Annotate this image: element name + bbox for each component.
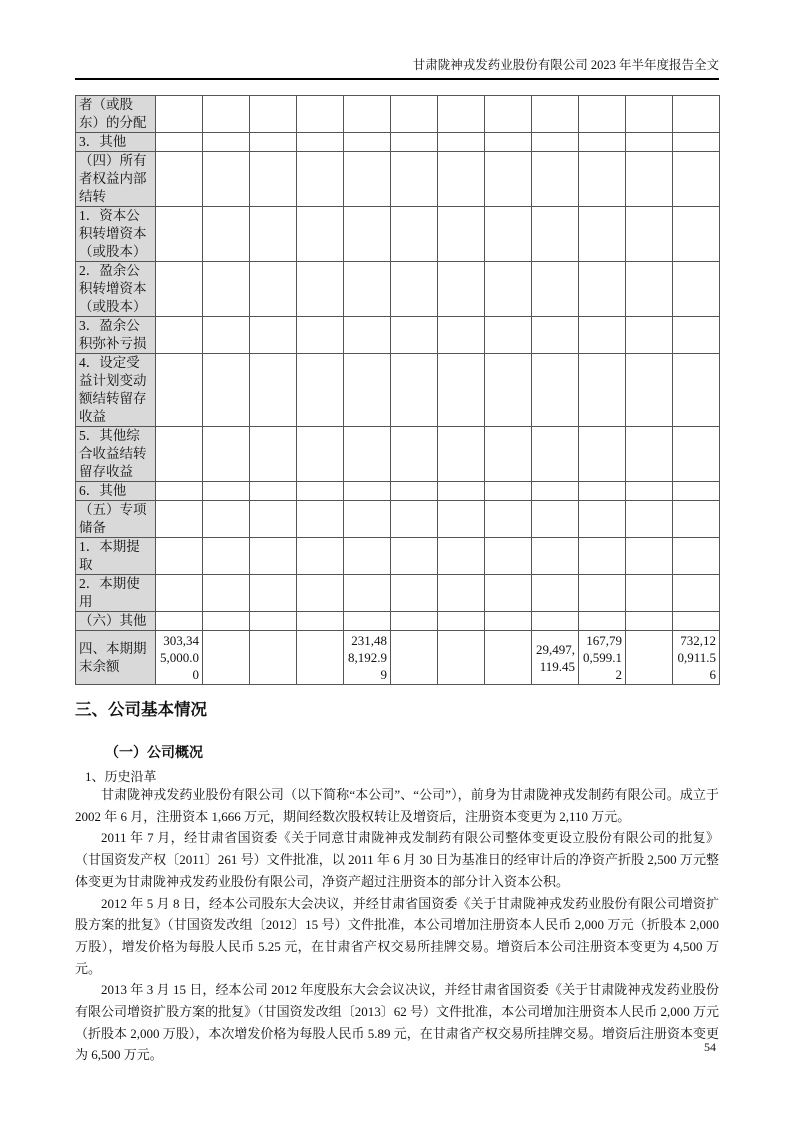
data-cell xyxy=(156,612,203,631)
data-cell xyxy=(344,612,391,631)
paragraph: 甘肃陇神戎发药业股份有限公司（以下简称“本公司”、“公司”），前身为甘肃陇神戎发制药有限公司。成立于 2002 年 6 月，注册资本 1,666 万元，期间经数次股权转让及增资后，注册资本变更为 2,110 万元。 xyxy=(75,787,719,824)
data-cell xyxy=(626,354,673,427)
data-cell xyxy=(344,354,391,427)
data-cell xyxy=(532,262,579,317)
table-row xyxy=(76,207,720,262)
data-cell xyxy=(156,133,203,152)
data-cell xyxy=(532,152,579,207)
data-cell xyxy=(344,501,391,538)
row-label-cell: 6．其他 xyxy=(76,482,156,501)
page-number: 54 xyxy=(704,1040,716,1054)
data-cell xyxy=(344,133,391,152)
data-cell xyxy=(579,538,626,575)
data-cell xyxy=(344,538,391,575)
row-label-cell: （五）专项储备 xyxy=(76,501,156,538)
data-cell xyxy=(250,538,297,575)
data-cell xyxy=(438,575,485,612)
data-cell xyxy=(485,631,532,685)
data-cell xyxy=(156,262,203,317)
data-cell xyxy=(485,207,532,262)
row-label-cell: 者（或股东）的分配 xyxy=(76,96,156,133)
data-cell xyxy=(203,317,250,354)
data-cell xyxy=(391,538,438,575)
data-cell xyxy=(250,262,297,317)
table-row xyxy=(76,96,720,133)
row-label-cell: 5．其他综合收益结转留存收益 xyxy=(76,427,156,482)
data-cell xyxy=(626,482,673,501)
data-cell xyxy=(485,612,532,631)
data-cell xyxy=(203,207,250,262)
data-cell xyxy=(156,207,203,262)
data-cell xyxy=(532,96,579,133)
data-cell xyxy=(391,354,438,427)
data-cell xyxy=(485,575,532,612)
data-cell xyxy=(579,575,626,612)
data-cell xyxy=(250,612,297,631)
data-cell xyxy=(297,612,344,631)
paragraph: 2012 年 5 月 8 日，经本公司股东大会决议，并经甘肃省国资委《关于甘肃陇神戎发药业股份有限公司增资扩股方案的批复》（甘国资发改组〔2012〕15 号）文件批准，本公司增加注册资本人民币 2,000 万元（折股本 2,000 万股），增发价格为每股人民币 5.25 元，在甘肃省产权交易所挂牌交易。增资后本公司注册资本变更为 4,500 万元。 xyxy=(75,895,719,976)
data-cell xyxy=(156,152,203,207)
data-cell xyxy=(438,427,485,482)
data-cell xyxy=(626,575,673,612)
data-cell xyxy=(297,152,344,207)
row-label-cell: （四）所有者权益内部结转 xyxy=(76,152,156,207)
data-cell xyxy=(156,427,203,482)
data-cell xyxy=(626,317,673,354)
data-cell xyxy=(391,427,438,482)
data-cell xyxy=(626,207,673,262)
data-cell xyxy=(532,482,579,501)
data-cell xyxy=(250,96,297,133)
data-cell xyxy=(391,612,438,631)
data-cell xyxy=(579,317,626,354)
data-cell xyxy=(626,262,673,317)
data-cell xyxy=(438,501,485,538)
data-cell xyxy=(156,354,203,427)
subsection-heading: （一）公司概况 xyxy=(105,744,203,760)
data-cell xyxy=(673,207,720,262)
data-cell xyxy=(532,317,579,354)
data-cell xyxy=(203,482,250,501)
data-cell xyxy=(485,354,532,427)
data-cell: 167,790,599.12 xyxy=(579,631,626,685)
data-cell xyxy=(485,133,532,152)
data-cell xyxy=(626,427,673,482)
table-row xyxy=(76,612,720,631)
data-cell xyxy=(626,133,673,152)
data-cell xyxy=(297,207,344,262)
data-cell xyxy=(250,631,297,685)
data-cell xyxy=(579,501,626,538)
data-cell xyxy=(250,575,297,612)
data-cell xyxy=(391,501,438,538)
data-cell xyxy=(344,482,391,501)
data-cell xyxy=(485,427,532,482)
data-cell xyxy=(579,354,626,427)
data-cell xyxy=(532,133,579,152)
data-cell xyxy=(203,354,250,427)
data-cell xyxy=(156,575,203,612)
row-label-cell: （六）其他 xyxy=(76,612,156,631)
data-cell xyxy=(297,427,344,482)
data-cell xyxy=(579,427,626,482)
data-cell xyxy=(156,538,203,575)
data-cell xyxy=(344,317,391,354)
equity-table-body xyxy=(76,96,720,685)
data-cell xyxy=(203,152,250,207)
data-cell xyxy=(250,317,297,354)
data-cell xyxy=(297,538,344,575)
data-cell xyxy=(626,631,673,685)
table-row xyxy=(76,152,720,207)
data-cell xyxy=(344,152,391,207)
data-cell xyxy=(673,262,720,317)
data-cell xyxy=(297,501,344,538)
data-cell xyxy=(297,317,344,354)
item-heading: 1、历史沿革 xyxy=(85,769,157,784)
data-cell xyxy=(438,133,485,152)
data-cell xyxy=(297,262,344,317)
table-row xyxy=(76,501,720,538)
data-cell xyxy=(673,317,720,354)
data-cell xyxy=(203,501,250,538)
data-cell xyxy=(673,133,720,152)
data-cell xyxy=(485,482,532,501)
data-cell xyxy=(344,575,391,612)
data-cell xyxy=(344,427,391,482)
data-cell xyxy=(485,96,532,133)
data-cell xyxy=(485,262,532,317)
data-cell xyxy=(579,133,626,152)
row-label-cell: 2．盈余公积转增资本（或股本） xyxy=(76,262,156,317)
data-cell xyxy=(203,631,250,685)
data-cell xyxy=(391,575,438,612)
data-cell xyxy=(673,575,720,612)
data-cell xyxy=(297,575,344,612)
table-row xyxy=(76,317,720,354)
data-cell: 303,345,000.00 xyxy=(156,631,203,685)
data-cell xyxy=(673,612,720,631)
data-cell xyxy=(203,262,250,317)
data-cell xyxy=(532,575,579,612)
data-cell xyxy=(579,482,626,501)
data-cell xyxy=(156,96,203,133)
data-cell xyxy=(250,482,297,501)
data-cell xyxy=(250,354,297,427)
table-row xyxy=(76,133,720,152)
data-cell xyxy=(438,482,485,501)
data-cell xyxy=(673,501,720,538)
data-cell xyxy=(673,96,720,133)
data-cell xyxy=(579,96,626,133)
data-cell xyxy=(297,354,344,427)
data-cell xyxy=(203,612,250,631)
data-cell xyxy=(250,501,297,538)
table-row xyxy=(76,262,720,317)
data-cell xyxy=(579,152,626,207)
data-cell xyxy=(391,262,438,317)
data-cell xyxy=(391,133,438,152)
body-paragraphs xyxy=(75,784,719,1066)
data-cell xyxy=(438,207,485,262)
data-cell xyxy=(391,482,438,501)
paragraph: 2011 年 7 月，经甘肃省国资委《关于同意甘肃陇神戎发制药有限公司整体变更设立股份有限公司的批复》（甘国资发产权〔2011〕261 号）文件批准，以 2011 年 6 月 30 日为基准日的经审计后的净资产折股 2,500 万元整体变更为甘肃陇神戎发药业股份有限公司，净资产超过注册资本的部分计入资本公积。 xyxy=(75,830,719,889)
data-cell xyxy=(344,96,391,133)
data-cell xyxy=(391,152,438,207)
section-heading: 三、公司基本情况 xyxy=(75,701,207,719)
data-cell xyxy=(532,207,579,262)
data-cell xyxy=(532,538,579,575)
data-cell xyxy=(485,538,532,575)
data-cell xyxy=(391,207,438,262)
data-cell xyxy=(391,631,438,685)
table-row xyxy=(76,631,720,685)
data-cell xyxy=(203,575,250,612)
data-cell xyxy=(485,152,532,207)
data-cell xyxy=(626,612,673,631)
data-cell xyxy=(203,427,250,482)
data-cell xyxy=(673,538,720,575)
data-cell xyxy=(156,501,203,538)
data-cell xyxy=(626,501,673,538)
row-label-cell: 3．盈余公积弥补亏损 xyxy=(76,317,156,354)
data-cell xyxy=(579,262,626,317)
row-label-cell: 1．资本公积转增资本（或股本） xyxy=(76,207,156,262)
data-cell xyxy=(626,538,673,575)
document-header xyxy=(75,57,719,80)
data-cell xyxy=(438,612,485,631)
table-row xyxy=(76,427,720,482)
row-label-cell: 1．本期提取 xyxy=(76,538,156,575)
data-cell xyxy=(203,133,250,152)
row-label-cell: 2．本期使用 xyxy=(76,575,156,612)
data-cell xyxy=(673,427,720,482)
data-cell: 231,488,192.99 xyxy=(344,631,391,685)
data-cell xyxy=(673,482,720,501)
data-cell xyxy=(344,207,391,262)
data-cell xyxy=(250,152,297,207)
data-cell xyxy=(673,354,720,427)
data-cell xyxy=(344,262,391,317)
data-cell xyxy=(438,152,485,207)
data-cell xyxy=(250,427,297,482)
table-row xyxy=(76,575,720,612)
data-cell xyxy=(438,96,485,133)
data-cell xyxy=(297,482,344,501)
equity-table xyxy=(75,95,720,685)
data-cell xyxy=(438,317,485,354)
data-cell xyxy=(250,133,297,152)
data-cell xyxy=(156,317,203,354)
row-label-cell: 4．设定受益计划变动额结转留存收益 xyxy=(76,354,156,427)
data-cell xyxy=(391,317,438,354)
data-cell xyxy=(438,262,485,317)
data-cell xyxy=(203,96,250,133)
data-cell xyxy=(579,207,626,262)
data-cell xyxy=(626,96,673,133)
data-cell xyxy=(532,354,579,427)
data-cell xyxy=(485,317,532,354)
table-row xyxy=(76,538,720,575)
data-cell: 29,497,119.45 xyxy=(532,631,579,685)
data-cell xyxy=(532,501,579,538)
data-cell xyxy=(297,631,344,685)
row-label-cell: 四、本期期末余额 xyxy=(76,631,156,685)
data-cell xyxy=(438,354,485,427)
table-row xyxy=(76,354,720,427)
data-cell xyxy=(485,501,532,538)
paragraph: 2013 年 3 月 15 日，经本公司 2012 年度股东大会会议决议，并经甘肃省国资委《关于甘肃陇神戎发药业股份有限公司增资扩股方案的批复》（甘国资发改组〔2013〕62 号）文件批准，本公司增加注册资本人民币 2,000 万元（折股本 2,000 万股），本次增发价格为每股人民币 5.89 元，在甘肃省产权交易所挂牌交易。增资后注册资本变更为 6,500 万元。 xyxy=(75,982,719,1063)
data-cell xyxy=(156,482,203,501)
data-cell xyxy=(626,152,673,207)
data-cell: 732,120,911.56 xyxy=(673,631,720,685)
data-cell xyxy=(203,538,250,575)
data-cell xyxy=(438,631,485,685)
data-cell xyxy=(532,612,579,631)
table-row xyxy=(76,482,720,501)
document-title: 甘肃陇神戎发药业股份有限公司 2023 年半年度报告全文 xyxy=(412,58,719,72)
data-cell xyxy=(579,612,626,631)
data-cell xyxy=(532,427,579,482)
data-cell xyxy=(673,152,720,207)
data-cell xyxy=(297,96,344,133)
data-cell xyxy=(438,538,485,575)
data-cell xyxy=(250,207,297,262)
row-label-cell: 3．其他 xyxy=(76,133,156,152)
data-cell xyxy=(391,96,438,133)
data-cell xyxy=(297,133,344,152)
